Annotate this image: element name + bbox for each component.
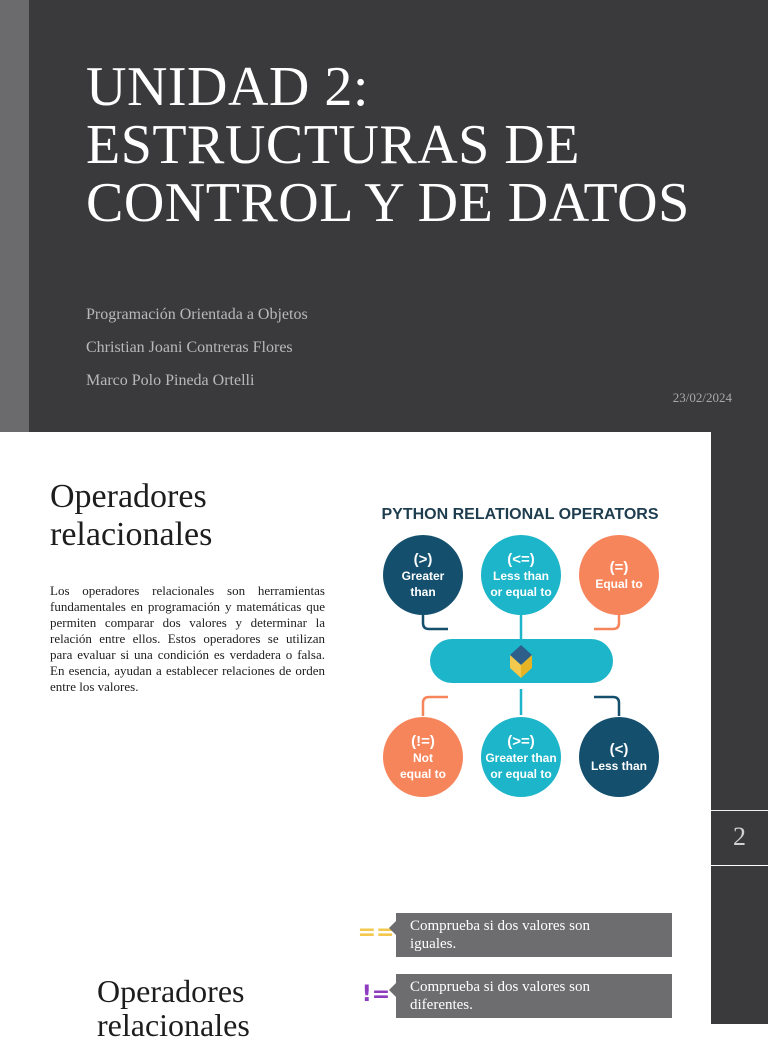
operator-symbol: (!=): [411, 733, 435, 750]
operator-circle: [579, 717, 659, 797]
slide-3-title-line-2: relacionales: [97, 1007, 250, 1043]
description-line-2: iguales.: [410, 936, 457, 952]
operator-label: or equal to: [490, 767, 552, 781]
course-name: Programación Orientada a Objetos: [86, 306, 308, 323]
author-name-2: Marco Polo Pineda Ortelli: [86, 372, 255, 389]
slide-title-line-2: relacionales: [50, 516, 213, 553]
operator-symbol: (>=): [507, 733, 535, 750]
equal-operator-description: [396, 913, 672, 957]
not-equal-operator-description: [396, 974, 672, 1018]
operator-label: than: [410, 585, 436, 599]
operator-label: Less than: [492, 569, 550, 583]
slide-title: [50, 478, 212, 554]
description-line-2: diferentes.: [410, 997, 473, 1013]
slide-body-text: Los operadores relacionales son herramientas fundamentales en programación y matemáticas que permiten comparar dos valores y determinar la relación entre ellos. Estos operadores se utilizan para evaluar si una condición es verdadera o falsa. En esencia, ayudan a establecer relaciones de orden entre los valores.: [50, 583, 325, 694]
title-slide-heading: UNIDAD 2: ESTRUCTURAS DE CONTROL Y DE DATOS: [86, 56, 690, 234]
slide-3-title-line-1: Operadores: [97, 973, 245, 1009]
slide-side-bar: [711, 432, 768, 810]
operator-symbol: (<): [609, 741, 629, 758]
operator-symbol: (<=): [507, 551, 535, 568]
operator-circle: [579, 535, 659, 615]
operator-symbol: (=): [609, 559, 629, 576]
page-number: 2: [733, 822, 746, 851]
operator-circle: [481, 717, 561, 797]
connector-line: [594, 697, 619, 716]
slide-3-title: [97, 974, 250, 1042]
operator-label: Equal to: [595, 577, 643, 591]
author-name-1: Christian Joani Contreras Flores: [86, 339, 293, 356]
operator-label: Greater than: [485, 751, 557, 765]
slide-title-line-1: Operadores: [50, 478, 207, 515]
slide-date: 23/02/2024: [672, 390, 732, 405]
operator-label: Not: [413, 751, 433, 765]
title-slide-side-strip: [0, 0, 29, 432]
equal-operator-symbol: ==: [357, 920, 395, 945]
operator-label: Less than: [590, 759, 648, 773]
operator-circle: [383, 717, 463, 797]
operator-label: or equal to: [490, 585, 552, 599]
operator-symbol: (>): [413, 551, 433, 568]
operator-label: equal to: [399, 767, 447, 781]
infographic-title: PYTHON RELATIONAL OPERATORS: [381, 506, 659, 523]
operator-circle: [383, 535, 463, 615]
operator-circle: [481, 535, 561, 615]
python-relational-operators-infographic: [370, 495, 670, 805]
operator-label: Greater: [401, 569, 445, 583]
slide-3-side-bar: [711, 866, 768, 1024]
not-equal-operator-symbol: !=: [361, 982, 391, 1007]
description-line-1: Comprueba si dos valores son: [410, 918, 590, 934]
connector-line: [423, 697, 448, 716]
description-line-1: Comprueba si dos valores son: [410, 979, 590, 995]
